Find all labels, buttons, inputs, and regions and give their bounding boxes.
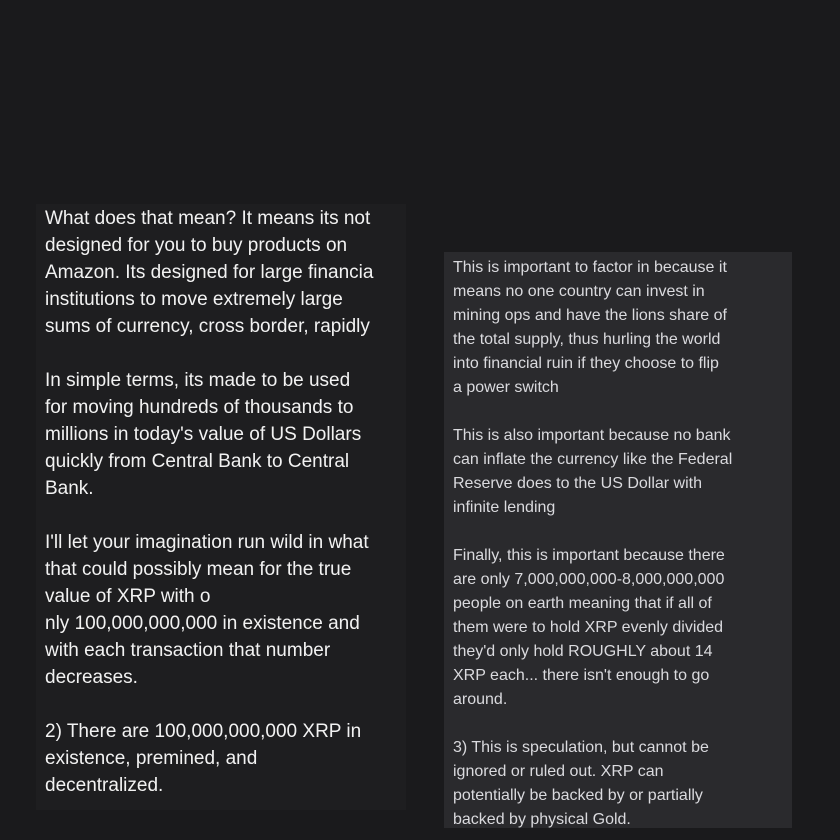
text-line: backed by physical Gold. (453, 811, 631, 828)
left-paragraph-4 (45, 718, 406, 799)
text-line: XRP each... there isn't enough to go (453, 667, 710, 684)
text-line: Bank. (45, 478, 94, 499)
text-line: infinite lending (453, 499, 556, 516)
text-line: What does that mean? It means its not (45, 208, 371, 229)
text-line: into financial ruin if they choose to flip (453, 355, 719, 372)
right-paragraph-4 (453, 736, 792, 828)
text-line: can inflate the currency like the Federal (453, 451, 733, 468)
left-paragraph-2 (45, 367, 406, 502)
text-line: value of XRP with o (45, 586, 211, 607)
text-line: I'll let your imagination run wild in what (45, 532, 369, 553)
text-line: millions in today's value of US Dollars (45, 424, 362, 445)
text-line: around. (453, 691, 508, 708)
text-line: the total supply, thus hurling the world (453, 331, 721, 348)
text-line: existence, premined, and (45, 748, 258, 769)
text-line: nly 100,000,000,000 in existence and (45, 613, 360, 634)
text-line: Finally, this is important because there (453, 547, 725, 564)
left-text-panel (36, 204, 406, 810)
text-line: a power switch (453, 379, 559, 396)
right-paragraph-3 (453, 544, 792, 712)
text-line: people on earth meaning that if all of (453, 595, 712, 612)
text-line: Amazon. Its designed for large financia (45, 262, 374, 283)
text-line: designed for you to buy products on (45, 235, 348, 256)
text-line: ignored or ruled out. XRP can (453, 763, 664, 780)
text-line: means no one country can invest in (453, 283, 705, 300)
left-paragraph-1 (45, 205, 406, 340)
text-line: decentralized. (45, 775, 164, 796)
text-line: decreases. (45, 667, 138, 688)
right-text-panel (444, 252, 792, 828)
text-line: 2) There are 100,000,000,000 XRP in (45, 721, 362, 742)
text-line: them were to hold XRP evenly divided (453, 619, 724, 636)
text-line: with each transaction that number (45, 640, 331, 661)
text-line: for moving hundreds of thousands to (45, 397, 354, 418)
text-line: sums of currency, cross border, rapidly (45, 316, 370, 337)
text-line: Reserve does to the US Dollar with (453, 475, 702, 492)
text-line: mining ops and have the lions share of (453, 307, 727, 324)
text-line: institutions to move extremely large (45, 289, 343, 310)
text-line: quickly from Central Bank to Central (45, 451, 350, 472)
text-line: 3) This is speculation, but cannot be (453, 739, 709, 756)
text-line: that could possibly mean for the true (45, 559, 352, 580)
right-paragraph-2 (453, 424, 792, 520)
left-paragraph-3 (45, 529, 406, 691)
text-line: This is also important because no bank (453, 427, 731, 444)
text-line: In simple terms, its made to be used (45, 370, 351, 391)
text-line: are only 7,000,000,000-8,000,000,000 (453, 571, 725, 588)
text-line: potentially be backed by or partially (453, 787, 703, 804)
text-line: This is important to factor in because it (453, 259, 727, 276)
right-paragraph-1 (453, 256, 792, 400)
text-line: they'd only hold ROUGHLY about 14 (453, 643, 713, 660)
